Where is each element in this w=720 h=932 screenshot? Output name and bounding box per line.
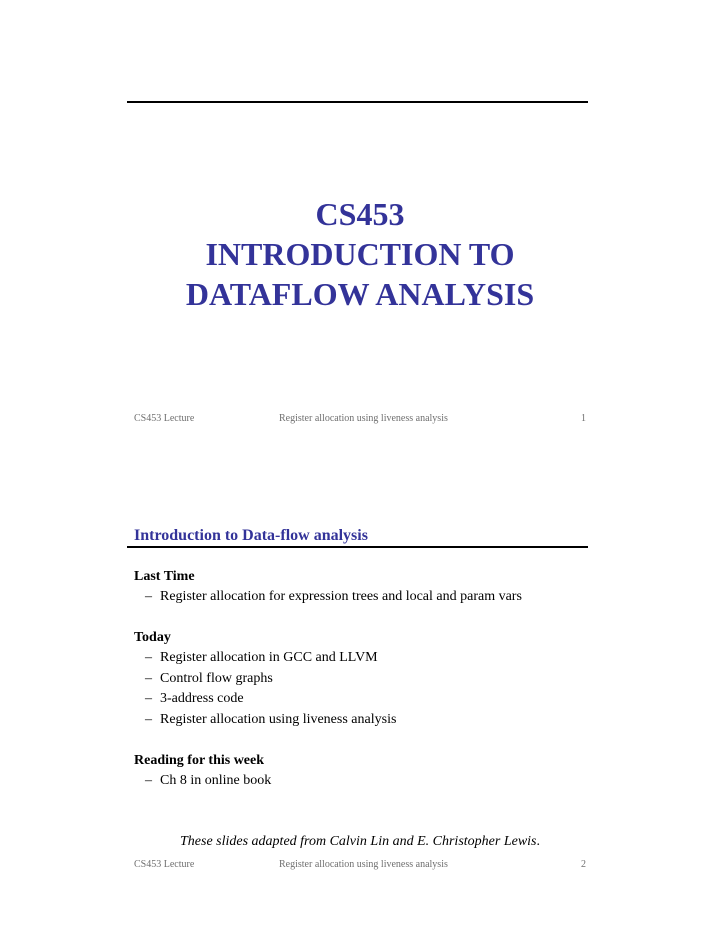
bullet-list — [134, 771, 584, 792]
dash-bullet: – — [145, 589, 152, 604]
list-item — [134, 689, 584, 710]
bullet-text: Register allocation in GCC and LLVM — [160, 650, 378, 665]
section-reading — [134, 751, 584, 792]
bullet-text: Control flow graphs — [160, 670, 273, 686]
list-item — [134, 710, 584, 731]
top-rule — [127, 101, 588, 103]
footer-topic: Register allocation using liveness analysis — [279, 859, 448, 870]
section-today — [134, 628, 584, 730]
list-item — [134, 587, 584, 608]
list-item — [134, 771, 584, 792]
bullet-text: Ch 8 in online book — [160, 773, 272, 788]
credit-note — [0, 834, 720, 850]
title-line-course: CS453 — [315, 196, 405, 232]
section-title: Last Time — [134, 569, 195, 584]
slide-footer — [134, 859, 586, 873]
list-item — [134, 669, 584, 690]
dash-bullet: – — [145, 711, 152, 727]
footer-course: CS453 Lecture — [134, 413, 195, 424]
section-last-time — [134, 567, 584, 608]
bullet-list — [134, 648, 584, 730]
bullet-list — [134, 587, 584, 608]
slide-2 — [0, 466, 720, 932]
section-title: Today — [134, 630, 171, 645]
slide-heading: Introduction to Data-flow analysis — [134, 527, 368, 544]
dash-bullet: – — [145, 773, 152, 788]
slide-footer — [134, 413, 586, 427]
footer-page-number: 1 — [581, 413, 586, 424]
slide-title — [100, 194, 620, 314]
bullet-text: 3-address code — [160, 691, 244, 706]
title-line-2: INTRODUCTION TO — [205, 236, 515, 272]
bullet-text: Register allocation for expression trees and local and param vars — [160, 589, 522, 604]
heading-rule — [127, 546, 588, 548]
list-item — [134, 648, 584, 669]
section-title: Reading for this week — [134, 753, 265, 768]
bullet-text: Register allocation using liveness analysis — [160, 711, 397, 727]
dash-bullet: – — [145, 670, 152, 686]
footer-topic: Register allocation using liveness analysis — [279, 413, 448, 424]
footer-course: CS453 Lecture — [134, 859, 195, 870]
dash-bullet: – — [145, 691, 152, 706]
title-line-3: DATAFLOW ANALYSIS — [185, 276, 535, 312]
credit-text: These slides adapted from Calvin Lin and E. Christopher Lewis — [180, 834, 537, 849]
footer-page-number: 2 — [581, 859, 586, 870]
credit-period: . — [536, 834, 540, 849]
dash-bullet: – — [145, 650, 152, 665]
